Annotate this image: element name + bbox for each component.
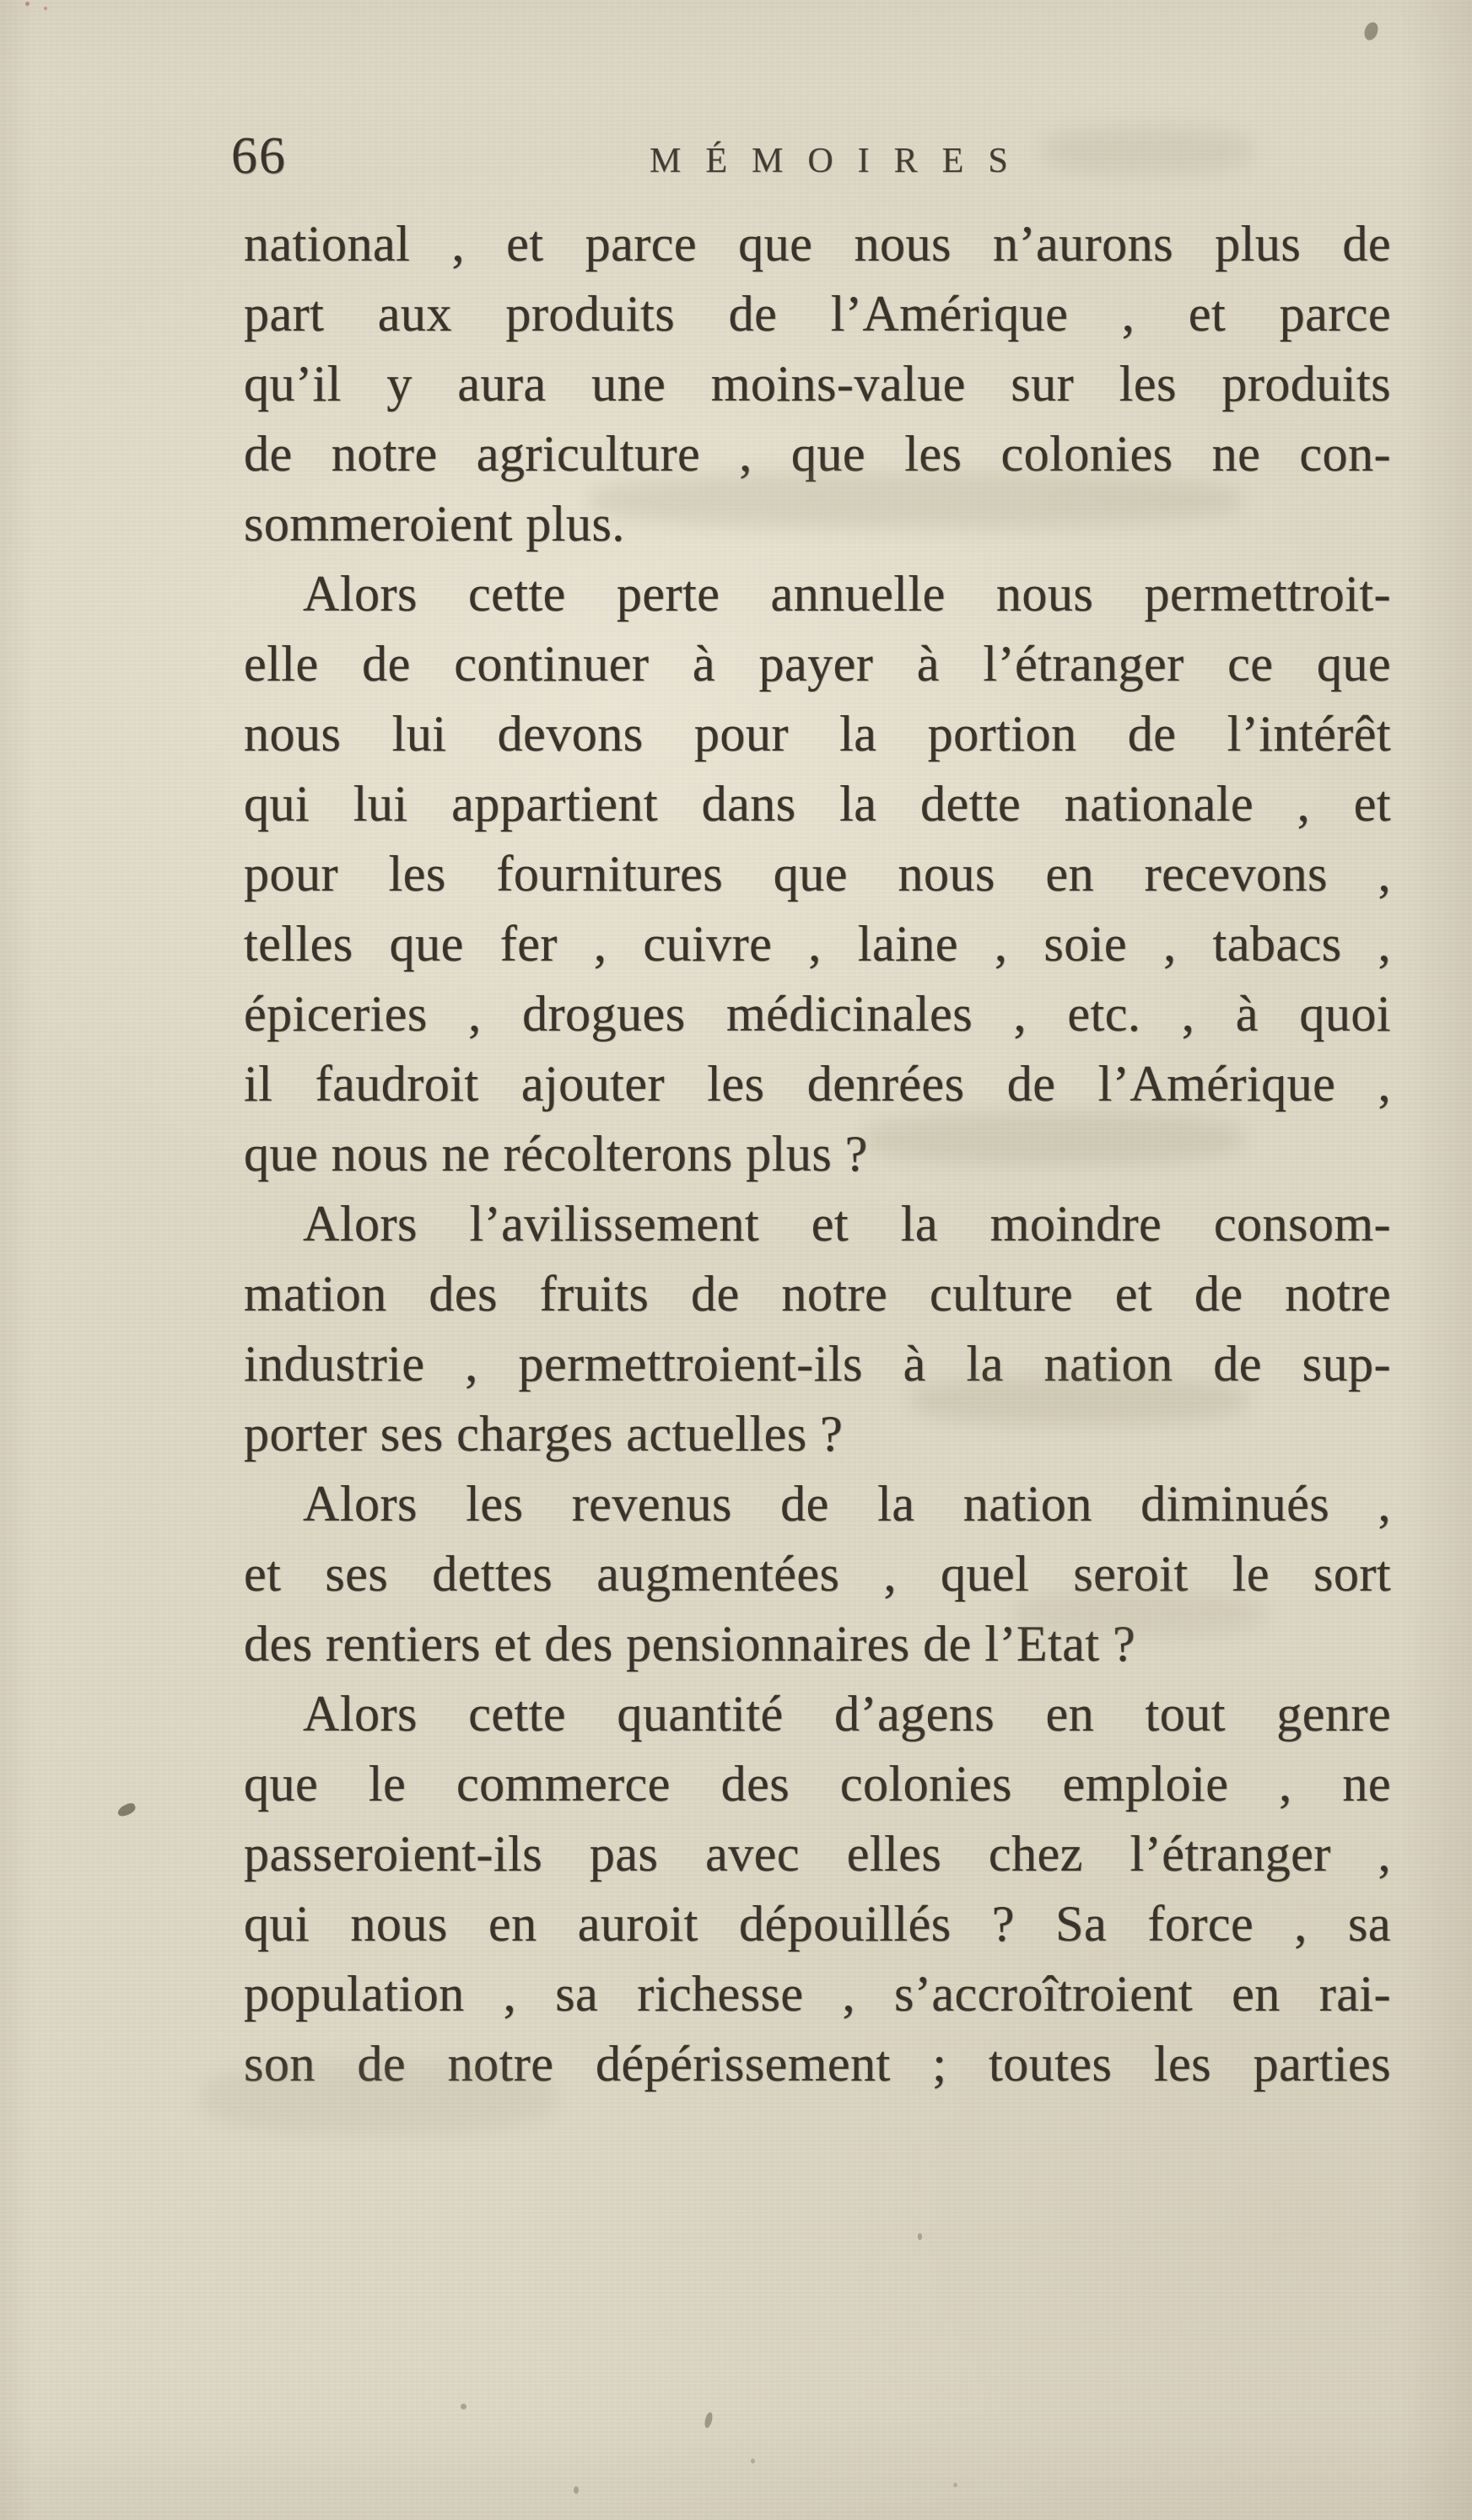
text-line: elle de continuer à payer à l’étranger ce que [244, 636, 1391, 692]
text-line: il faudroit ajouter les denrées de l’Amérique , [244, 1056, 1391, 1112]
text-line: Alors l’avilissement et la moindre consom- [303, 1196, 1391, 1252]
text-line: population , sa richesse , s’accroîtroient en rai- [244, 1966, 1391, 2022]
text-line: national , et parce que nous n’aurons plus de [244, 216, 1391, 272]
text-line: qui nous en auroit dépouillés ? Sa force , sa [244, 1896, 1391, 1952]
running-head [0, 0, 1472, 202]
text-line: nous lui devons pour la portion de l’intérêt [244, 706, 1391, 762]
ink-speck [574, 2486, 579, 2494]
text-line: porter ses charges actuelles ? [244, 1406, 844, 1462]
text-line: qu’il y aura une moins-value sur les produits [244, 356, 1391, 412]
text-line: de notre agriculture , que les colonies ne con- [244, 426, 1391, 482]
ink-speck [116, 1801, 137, 1818]
text-line: épiceries , drogues médicinales , etc. , à quoi [244, 986, 1391, 1042]
ink-speck [918, 2233, 922, 2240]
text-line: Alors cette perte annuelle nous permettroit- [303, 566, 1391, 622]
text-line: son de notre dépérissement ; toutes les parties [244, 2036, 1391, 2092]
text-line: sommeroient plus. [244, 496, 625, 552]
text-line: mation des fruits de notre culture et de notre [244, 1266, 1391, 1322]
text-line: passeroient-ils pas avec elles chez l’étranger , [244, 1826, 1391, 1882]
ink-speck [704, 2411, 714, 2428]
text-line: Alors cette quantité d’agens en tout genre [303, 1686, 1391, 1742]
text-line: telles que fer , cuivre , laine , soie , tabacs , [244, 916, 1391, 972]
text-line: des rentiers et des pensionnaires de l’Etat ? [244, 1616, 1136, 1672]
text-line: que le commerce des colonies emploie , ne [244, 1756, 1391, 1812]
text-line: qui lui appartient dans la dette nationale , et [244, 776, 1391, 832]
text-line: part aux produits de l’Amérique , et parce [244, 286, 1391, 342]
ink-speck [751, 2458, 755, 2463]
ink-speck [461, 2404, 466, 2410]
text-line: que nous ne récolterons plus ? [244, 1126, 868, 1182]
page-number: 66 [231, 127, 287, 185]
text-lines [244, 209, 1391, 2099]
ink-speck [953, 2483, 957, 2487]
text-line: Alors les revenus de la nation diminués , [303, 1476, 1391, 1532]
text-line: et ses dettes augmentées , quel seroit le sort [244, 1546, 1391, 1602]
running-title: MÉMOIRES [650, 142, 1033, 180]
text-line: pour les fournitures que nous en recevons , [244, 846, 1391, 902]
text-line: industrie , permettroient-ils à la nation de sup- [244, 1336, 1391, 1392]
